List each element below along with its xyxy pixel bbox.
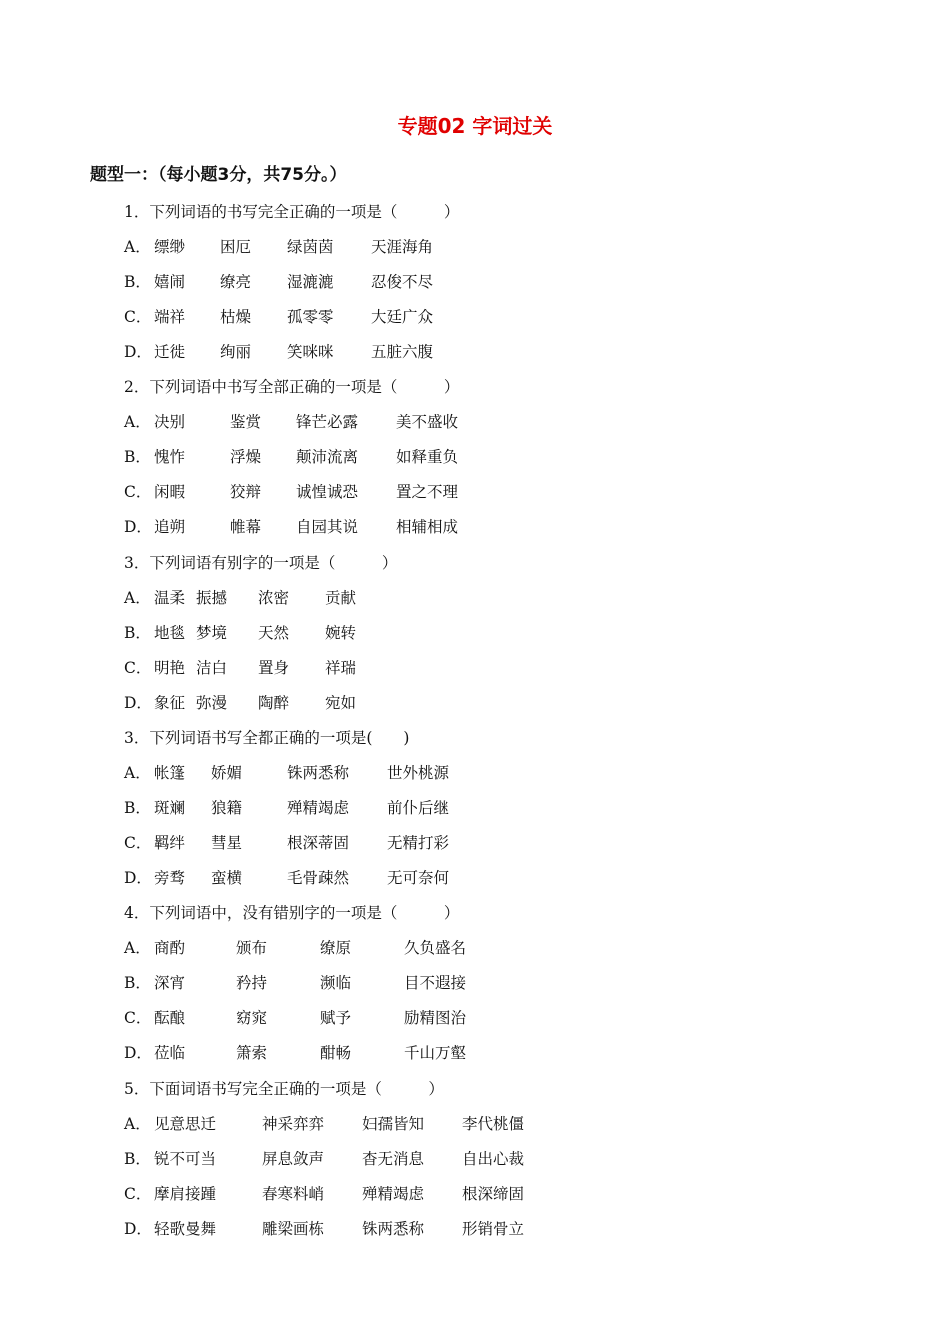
option-word: 久负盛名 xyxy=(404,939,467,957)
option-word: 象征 xyxy=(154,694,186,712)
option-word: 无精打彩 xyxy=(387,834,450,852)
option-letter: C． xyxy=(124,1185,152,1203)
option-letter: B． xyxy=(124,1150,151,1168)
option-letter: C． xyxy=(124,1009,152,1027)
option-word: 贡献 xyxy=(325,589,357,607)
option-word: 窈窕 xyxy=(236,1009,268,1027)
option-word: 天涯海角 xyxy=(371,238,434,256)
option-word: 振撼 xyxy=(196,589,228,607)
question-stem: 3．下列词语书写全都正确的一项是( ) xyxy=(124,729,410,747)
option-word: 缥缈 xyxy=(154,238,186,256)
option-word: 矜持 xyxy=(236,974,268,992)
option-word: 帷幕 xyxy=(230,518,262,536)
option-word: 酣畅 xyxy=(320,1044,352,1062)
option-letter: A． xyxy=(124,413,151,431)
option-word: 千山万壑 xyxy=(404,1044,467,1062)
option-word: 祥瑞 xyxy=(325,659,357,677)
option-word: 屏息敛声 xyxy=(262,1150,325,1168)
option-word: 铢两悉称 xyxy=(287,764,350,782)
option-word: 狡辩 xyxy=(230,483,262,501)
option-word: 诚惶诚恐 xyxy=(296,483,359,501)
option-word: 陶醉 xyxy=(258,694,290,712)
option-word: 自出心裁 xyxy=(462,1150,525,1168)
option-word: 宛如 xyxy=(325,694,357,712)
option-letter: B． xyxy=(124,974,151,992)
option-word: 置之不理 xyxy=(396,483,459,501)
option-word: 摩肩接踵 xyxy=(154,1185,217,1203)
option-word: 无可奈何 xyxy=(387,869,450,887)
option-word: 美不盛收 xyxy=(396,413,459,431)
option-word: 妇孺皆知 xyxy=(362,1115,425,1133)
option-word: 形销骨立 xyxy=(462,1220,525,1238)
option-word: 颁布 xyxy=(236,939,268,957)
question-stem: 3．下列词语有别字的一项是（ ） xyxy=(124,554,398,572)
option-word: 困厄 xyxy=(220,238,252,256)
option-word: 旁骛 xyxy=(154,869,186,887)
option-word: 缭原 xyxy=(320,939,352,957)
option-letter: D． xyxy=(124,694,152,712)
option-word: 赋予 xyxy=(320,1009,352,1027)
option-word: 孤零零 xyxy=(287,308,334,326)
option-word: 蛮横 xyxy=(211,869,243,887)
option-word: 锋芒必露 xyxy=(296,413,359,431)
option-word: 殚精竭虑 xyxy=(287,799,350,817)
option-word: 缭亮 xyxy=(220,273,252,291)
option-word: 浓密 xyxy=(258,589,290,607)
option-word: 嬉闹 xyxy=(154,273,186,291)
option-letter: A． xyxy=(124,238,151,256)
option-letter: C． xyxy=(124,308,152,326)
question-stem: 4．下列词语中，没有错别字的一项是（ ） xyxy=(124,904,460,922)
option-word: 鉴赏 xyxy=(230,413,262,431)
option-word: 自园其说 xyxy=(296,518,359,536)
option-word: 温柔 xyxy=(154,589,186,607)
question-stem: 5．下面词语书写完全正确的一项是（ ） xyxy=(124,1080,444,1098)
option-word: 商酌 xyxy=(154,939,186,957)
option-letter: A． xyxy=(124,764,151,782)
option-word: 莅临 xyxy=(154,1044,186,1062)
option-word: 天然 xyxy=(258,624,290,642)
option-word: 婉转 xyxy=(325,624,357,642)
option-word: 根深缔固 xyxy=(462,1185,525,1203)
option-word: 励精图治 xyxy=(404,1009,467,1027)
option-word: 濒临 xyxy=(320,974,352,992)
option-word: 决别 xyxy=(154,413,186,431)
option-word: 帐篷 xyxy=(154,764,186,782)
page-title: 专题02 字词过关 xyxy=(397,114,553,138)
option-word: 追朔 xyxy=(154,518,186,536)
option-word: 大廷广众 xyxy=(371,308,434,326)
option-letter: D． xyxy=(124,518,152,536)
option-letter: D． xyxy=(124,869,152,887)
option-word: 李代桃僵 xyxy=(462,1115,525,1133)
option-letter: A． xyxy=(124,1115,151,1133)
option-letter: D． xyxy=(124,1220,152,1238)
option-word: 梦境 xyxy=(196,624,228,642)
option-word: 雕梁画栋 xyxy=(262,1220,325,1238)
option-word: 世外桃源 xyxy=(387,764,450,782)
option-word: 深宵 xyxy=(154,974,186,992)
option-word: 见意思迁 xyxy=(154,1115,217,1133)
option-word: 娇媚 xyxy=(211,764,243,782)
option-word: 杳无消息 xyxy=(362,1150,425,1168)
option-word: 枯燥 xyxy=(220,308,252,326)
option-word: 地毯 xyxy=(154,624,186,642)
option-word: 箫索 xyxy=(236,1044,268,1062)
question-stem: 2．下列词语中书写全部正确的一项是（ ） xyxy=(124,378,460,396)
option-word: 浮燥 xyxy=(230,448,262,466)
option-word: 轻歌曼舞 xyxy=(154,1220,217,1238)
option-word: 闲暇 xyxy=(154,483,186,501)
option-word: 迁徙 xyxy=(154,343,186,361)
option-word: 洁白 xyxy=(196,659,228,677)
option-word: 根深蒂固 xyxy=(287,834,350,852)
option-letter: B． xyxy=(124,448,151,466)
option-word: 彗星 xyxy=(211,834,243,852)
option-word: 笑咪咪 xyxy=(287,343,334,361)
option-word: 殚精竭虑 xyxy=(362,1185,425,1203)
option-letter: D． xyxy=(124,343,152,361)
option-word: 颠沛流离 xyxy=(296,448,359,466)
option-word: 狼籍 xyxy=(211,799,243,817)
option-word: 端祥 xyxy=(154,308,186,326)
option-word: 愧怍 xyxy=(154,448,186,466)
option-word: 神采弈弈 xyxy=(262,1115,325,1133)
option-word: 绚丽 xyxy=(220,343,252,361)
option-word: 弥漫 xyxy=(196,694,228,712)
option-word: 置身 xyxy=(258,659,290,677)
option-word: 铢两悉称 xyxy=(362,1220,425,1238)
option-word: 毛骨疎然 xyxy=(287,869,350,887)
option-letter: B． xyxy=(124,273,151,291)
question-stem: 1．下列词语的书写完全正确的一项是（ ） xyxy=(124,203,460,221)
option-word: 相辅相成 xyxy=(396,518,459,536)
option-word: 忍俊不尽 xyxy=(371,273,434,291)
option-word: 前仆后继 xyxy=(387,799,450,817)
option-word: 明艳 xyxy=(154,659,186,677)
option-letter: C． xyxy=(124,659,152,677)
option-word: 锐不可当 xyxy=(154,1150,217,1168)
option-word: 目不遐接 xyxy=(404,974,467,992)
option-word: 如释重负 xyxy=(396,448,459,466)
option-word: 湿漉漉 xyxy=(287,273,334,291)
option-word: 五脏六腹 xyxy=(371,343,434,361)
option-letter: A． xyxy=(124,939,151,957)
option-letter: B． xyxy=(124,624,151,642)
option-word: 斑斓 xyxy=(154,799,186,817)
option-letter: C． xyxy=(124,834,152,852)
option-word: 羁绊 xyxy=(154,834,186,852)
option-word: 绿茵茵 xyxy=(287,238,334,256)
option-letter: B． xyxy=(124,799,151,817)
option-letter: D． xyxy=(124,1044,152,1062)
option-letter: A． xyxy=(124,589,151,607)
option-word: 春寒料峭 xyxy=(262,1185,325,1203)
option-letter: C． xyxy=(124,483,152,501)
section-heading: 题型一：（每小题3分，共75分。） xyxy=(90,165,347,185)
option-word: 酝酿 xyxy=(154,1009,186,1027)
